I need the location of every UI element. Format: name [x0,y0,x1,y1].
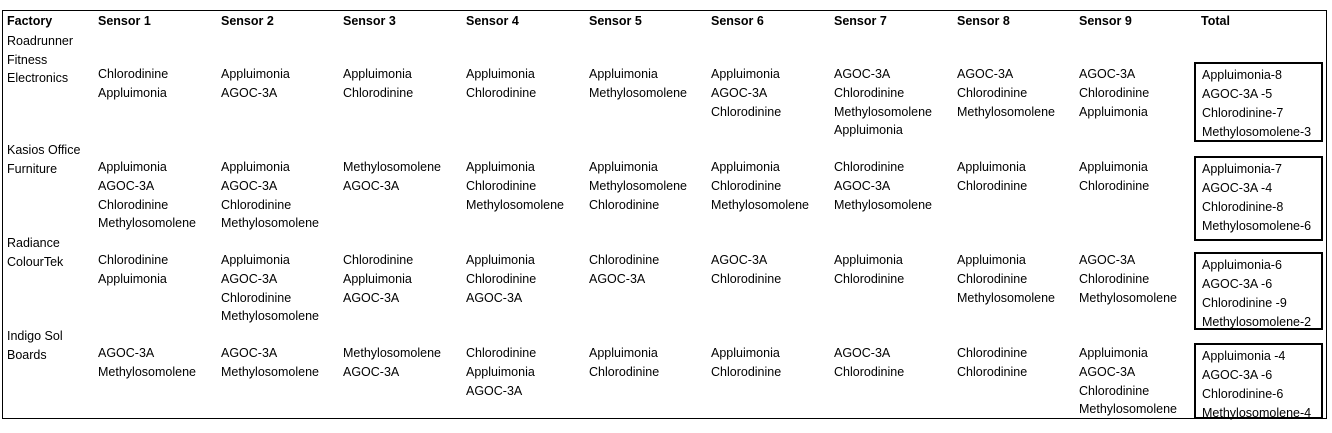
chemical-entry: Chlorodinine [221,290,292,305]
factory-name [7,327,63,364]
chemical-entry: Methylosomolene [711,197,809,212]
total-entry: Chlorodinine-7 [1202,106,1284,120]
total-entry: Chlorodinine-8 [1202,200,1284,214]
factory-name-line: Electronics [7,71,69,85]
chemical-entry: Chlorodinine [1079,85,1150,100]
chemical-entry: Chlorodinine [98,197,169,212]
chemical-entry: Appluimonia [589,160,658,174]
chemical-entry: Methylosomolene [957,104,1055,119]
total-box [1194,62,1323,142]
chemical-entry: Methylosomolene [343,160,441,174]
column-header-1: Sensor 1 [98,14,151,28]
chemical-entry: AGOC-3A [589,271,646,286]
sensor-cell [589,65,687,103]
total-entry: Appluimonia-8 [1202,68,1282,82]
chemical-entry: Chlorodinine [589,253,660,267]
chemical-entry: Chlorodinine [98,67,169,81]
factory-name [7,32,73,88]
chemical-entry: Methylosomolene [98,216,196,231]
chemical-entry: Appluimonia [98,160,167,174]
chemical-entry: AGOC-3A [834,346,891,360]
sensor-cell [711,344,781,382]
chemical-entry: AGOC-3A [221,271,278,286]
column-header-4: Sensor 4 [466,14,519,28]
total-entry: Methylosomolene-2 [1202,315,1312,329]
chemical-entry: Appluimonia [1079,346,1148,360]
chemical-entry: Chlorodinine [343,85,414,100]
column-header-8: Sensor 8 [957,14,1010,28]
sensor-cell [957,344,1027,382]
chemical-entry: Appluimonia [957,160,1026,174]
chemical-entry: Chlorodinine [1079,178,1150,193]
chemical-entry: Chlorodinine [1079,271,1150,286]
sensor-cell [1079,65,1149,121]
chemical-entry: Methylosomolene [834,197,932,212]
factory-name-line: ColourTek [7,254,64,269]
sensor-cell [957,158,1027,196]
sensor-cell [834,65,932,140]
total-entry: AGOC-3A -5 [1202,87,1273,101]
chemical-entry: Appluimonia [957,253,1026,267]
sensor-cell [711,65,781,121]
column-header-5: Sensor 5 [589,14,642,28]
sensor-cell [343,158,441,196]
sensor-cell [343,65,413,103]
sensor-cell [98,251,168,289]
chemical-entry: Appluimonia [466,67,535,81]
total-entry: Methylosomolene-6 [1202,219,1312,233]
total-box [1194,343,1323,419]
chemical-entry: Appluimonia [466,364,535,379]
chemical-entry: Methylosomolene [343,346,441,360]
column-header-3: Sensor 3 [343,14,396,28]
factory-name-line: Radiance [7,236,60,250]
sensor-cell [711,251,781,289]
chemical-entry: Methylosomolene [221,309,319,324]
chemical-entry: Appluimonia [221,253,290,267]
chemical-entry: Chlorodinine [711,271,782,286]
chemical-entry: AGOC-3A [834,178,891,193]
chemical-entry: Appluimonia [221,160,290,174]
sensor-cell [957,251,1055,307]
chemical-entry: Appluimonia [221,67,290,81]
chemical-entry: AGOC-3A [711,253,768,267]
chemical-entry: Methylosomolene [589,85,687,100]
chemical-entry: Chlorodinine [834,160,905,174]
chemical-entry: Methylosomolene [221,364,319,379]
chemical-entry: Chlorodinine [589,197,660,212]
total-entry: Chlorodinine-6 [1202,387,1284,401]
chemical-entry: Appluimonia [589,67,658,81]
sensor-cell [466,65,536,103]
chemical-entry: Appluimonia [711,67,780,81]
chemical-entry: Appluimonia [1079,104,1148,119]
chemical-entry: Appluimonia [98,85,167,100]
total-box [1194,156,1323,241]
sensor-cell [343,251,413,307]
chemical-entry: Chlorodinine [589,364,660,379]
chemical-entry: Chlorodinine [957,85,1028,100]
sensor-cell [957,65,1055,121]
sensor-cell [589,344,659,382]
chemical-entry: AGOC-3A [343,178,400,193]
chemical-entry: Chlorodinine [957,364,1028,379]
sensor-cell [221,251,319,326]
total-entry: Appluimonia -4 [1202,349,1286,363]
chemical-entry: Chlorodinine [466,346,537,360]
chemical-entry: Methylosomolene [1079,402,1177,417]
chemical-entry: Methylosomolene [98,364,196,379]
sensor-cell [589,251,659,289]
chemical-entry: Methylosomolene [466,197,564,212]
sensor-cell [834,251,904,289]
chemical-entry: Chlorodinine [466,178,537,193]
chemical-entry: AGOC-3A [98,346,155,360]
sensor-cell [466,344,536,400]
chemical-entry: Chlorodinine [957,178,1028,193]
column-header-7: Sensor 7 [834,14,887,28]
column-header-2: Sensor 2 [221,14,274,28]
factory-name-line: Furniture [7,161,58,176]
chemical-entry: Chlorodinine [711,178,782,193]
factory-name [7,141,80,178]
chemical-entry: Chlorodinine [834,364,905,379]
sensor-cell [466,251,536,307]
sensor-cell [834,344,904,382]
chemical-entry: Appluimonia [589,346,658,360]
factory-name-line: Kasios Office [7,143,81,157]
factory-name-line: Indigo Sol [7,329,63,343]
chemical-entry: AGOC-3A [1079,364,1136,379]
chemical-entry: AGOC-3A [711,85,768,100]
sensor-cell [221,344,319,382]
total-box [1194,252,1323,330]
chemical-entry: Appluimonia [834,253,903,267]
chemical-entry: Chlorodinine [711,104,782,119]
total-entry: Appluimonia-7 [1202,162,1282,176]
chemical-entry: Methylosomolene [834,104,932,119]
chemical-entry: Chlorodinine [711,364,782,379]
sensor-cell [221,158,319,233]
total-entry: Methylosomolene-3 [1202,125,1312,139]
sensor-cell [98,158,196,233]
chemical-entry: Chlorodinine [957,271,1028,286]
total-entry: Chlorodinine -9 [1202,296,1287,310]
sensor-cell [221,65,290,103]
sensor-cell [343,344,441,382]
chemical-entry: Chlorodinine [343,253,414,267]
chemical-entry: Chlorodinine [957,346,1028,360]
chemical-entry: AGOC-3A [1079,253,1136,267]
chemical-entry: AGOC-3A [221,85,278,100]
chemical-entry: Appluimonia [343,67,412,81]
chemical-entry: AGOC-3A [221,346,278,360]
total-entry: Appluimonia-6 [1202,258,1282,272]
chemical-entry: Methylosomolene [1079,290,1177,305]
chemical-entry: Chlorodinine [221,197,292,212]
chemical-entry: AGOC-3A [466,290,523,305]
sensor-cell [1079,158,1149,196]
column-header-9: Sensor 9 [1079,14,1132,28]
chemical-entry: Appluimonia [343,271,412,286]
column-header-6: Sensor 6 [711,14,764,28]
chemical-entry: Appluimonia [466,253,535,267]
sensor-cell [589,158,687,214]
chemical-entry: Methylosomolene [221,216,319,231]
chemical-entry: Chlorodinine [466,85,537,100]
factory-name [7,234,63,271]
chemical-entry: Appluimonia [1079,160,1148,174]
total-entry: AGOC-3A -6 [1202,368,1273,382]
sensor-cell [1079,344,1177,419]
sensor-cell [834,158,932,214]
factory-name-line: Boards [7,347,47,362]
column-header-0: Factory [7,14,53,28]
chemical-entry: Appluimonia [711,346,780,360]
chemical-entry: Chlorodinine [834,271,905,286]
chemical-entry: AGOC-3A [221,178,278,193]
chemical-entry: Appluimonia [711,160,780,174]
chemical-entry: AGOC-3A [834,67,891,81]
chemical-entry: AGOC-3A [98,178,155,193]
total-entry: AGOC-3A -6 [1202,277,1273,291]
chemical-entry: AGOC-3A [466,383,523,398]
sensor-cell [1079,251,1177,307]
chemical-entry: Chlorodinine [834,85,905,100]
sensor-cell [466,158,564,214]
chemical-entry: Methylosomolene [957,290,1055,305]
chemical-entry: Chlorodinine [1079,383,1150,398]
sensor-cell [98,344,196,382]
chemical-entry: Chlorodinine [98,253,169,267]
chemical-entry: Appluimonia [834,123,903,138]
chemical-entry: Methylosomolene [589,178,687,193]
column-header-10: Total [1201,14,1230,28]
sensor-cell [711,158,809,214]
chemical-entry: Appluimonia [98,271,167,286]
chemical-entry: AGOC-3A [343,290,400,305]
factory-name-line: Roadrunner [7,34,74,48]
chemical-entry: AGOC-3A [343,364,400,379]
total-entry: AGOC-3A -4 [1202,181,1273,195]
total-entry: Methylosomolene-4 [1202,406,1312,420]
chemical-entry: Appluimonia [466,160,535,174]
chemical-entry: AGOC-3A [957,67,1014,81]
factory-name-line: Fitness [7,52,48,67]
sensor-cell [98,65,168,103]
chemical-entry: Chlorodinine [466,271,537,286]
chemical-entry: AGOC-3A [1079,67,1136,81]
